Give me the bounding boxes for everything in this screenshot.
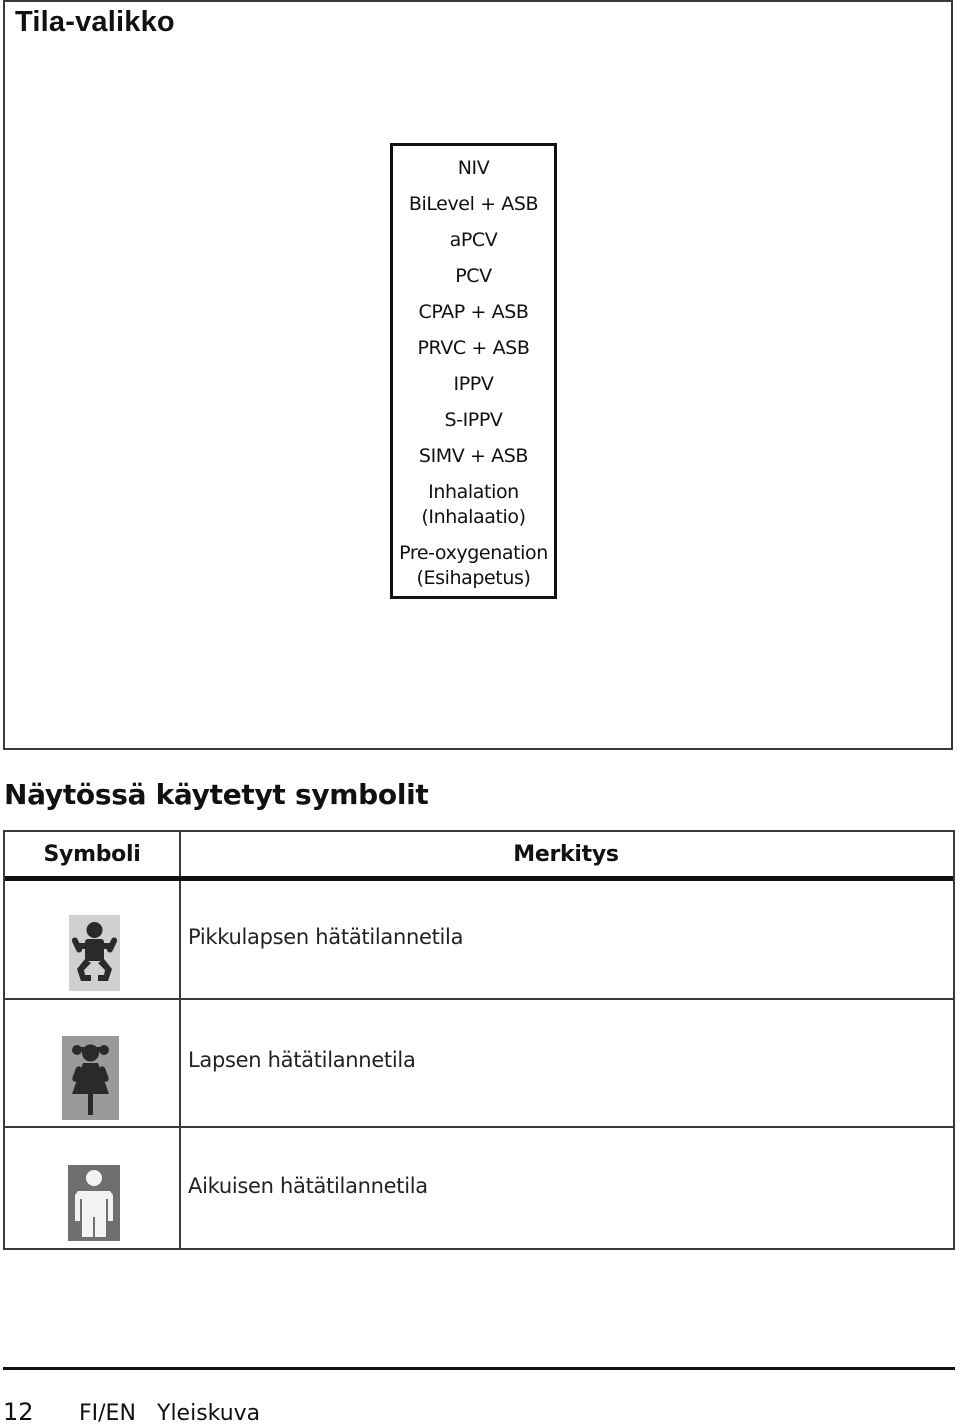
mode-item-inhalation-line2: (Inhalaatio) <box>421 506 526 529</box>
mode-item-bilevel-asb[interactable]: BiLevel + ASB <box>408 192 539 215</box>
table-header-row <box>5 832 953 881</box>
child-icon <box>62 1036 119 1120</box>
mode-item-preoxygenation-line1: Pre-oxygenation <box>399 541 548 564</box>
mode-item-cpap-asb[interactable]: CPAP + ASB <box>418 300 529 323</box>
chapter-title: Yleiskuva <box>157 1401 261 1426</box>
symbol-meaning: Pikkulapsen hätätilannetila <box>188 925 464 949</box>
mode-item-s-ippv[interactable]: S-IPPV <box>444 409 503 432</box>
column-header-symbol: Symboli <box>43 841 141 867</box>
mode-item-preoxygenation-line2: (Esihapetus) <box>416 566 531 589</box>
mode-item-preoxygenation[interactable] <box>399 535 548 596</box>
symbol-meaning: Aikuisen hätätilannetila <box>188 1174 428 1198</box>
page-footer <box>3 1398 260 1428</box>
adult-icon <box>68 1165 120 1241</box>
mode-list <box>390 143 557 599</box>
mode-menu-panel <box>3 0 953 750</box>
symbols-table <box>3 830 955 1250</box>
mode-item-inhalation[interactable] <box>421 475 525 536</box>
mode-item-apcv[interactable]: aPCV <box>449 228 498 251</box>
symbol-meaning: Lapsen hätätilannetila <box>188 1048 416 1072</box>
mode-item-niv[interactable]: NIV <box>457 156 490 179</box>
mode-item-pcv[interactable]: PCV <box>455 264 492 287</box>
page-number: 12 <box>3 1398 34 1426</box>
column-header-meaning: Merkitys <box>513 841 619 867</box>
table-row <box>5 881 953 1000</box>
panel-title: Tila-valikko <box>15 6 175 38</box>
table-row <box>5 1000 953 1128</box>
mode-item-simv-asb[interactable]: SIMV + ASB <box>418 445 529 468</box>
mode-item-inhalation-line1: Inhalation <box>428 481 519 504</box>
section-heading: Näytössä käytetyt symbolit <box>4 778 429 811</box>
mode-item-prvc-asb[interactable]: PRVC + ASB <box>417 337 530 360</box>
infant-icon <box>69 915 120 991</box>
mode-item-ippv[interactable]: IPPV <box>453 373 494 396</box>
language-code: FI/EN <box>79 1401 136 1426</box>
table-row <box>5 1128 953 1248</box>
footer-rule <box>3 1367 955 1370</box>
